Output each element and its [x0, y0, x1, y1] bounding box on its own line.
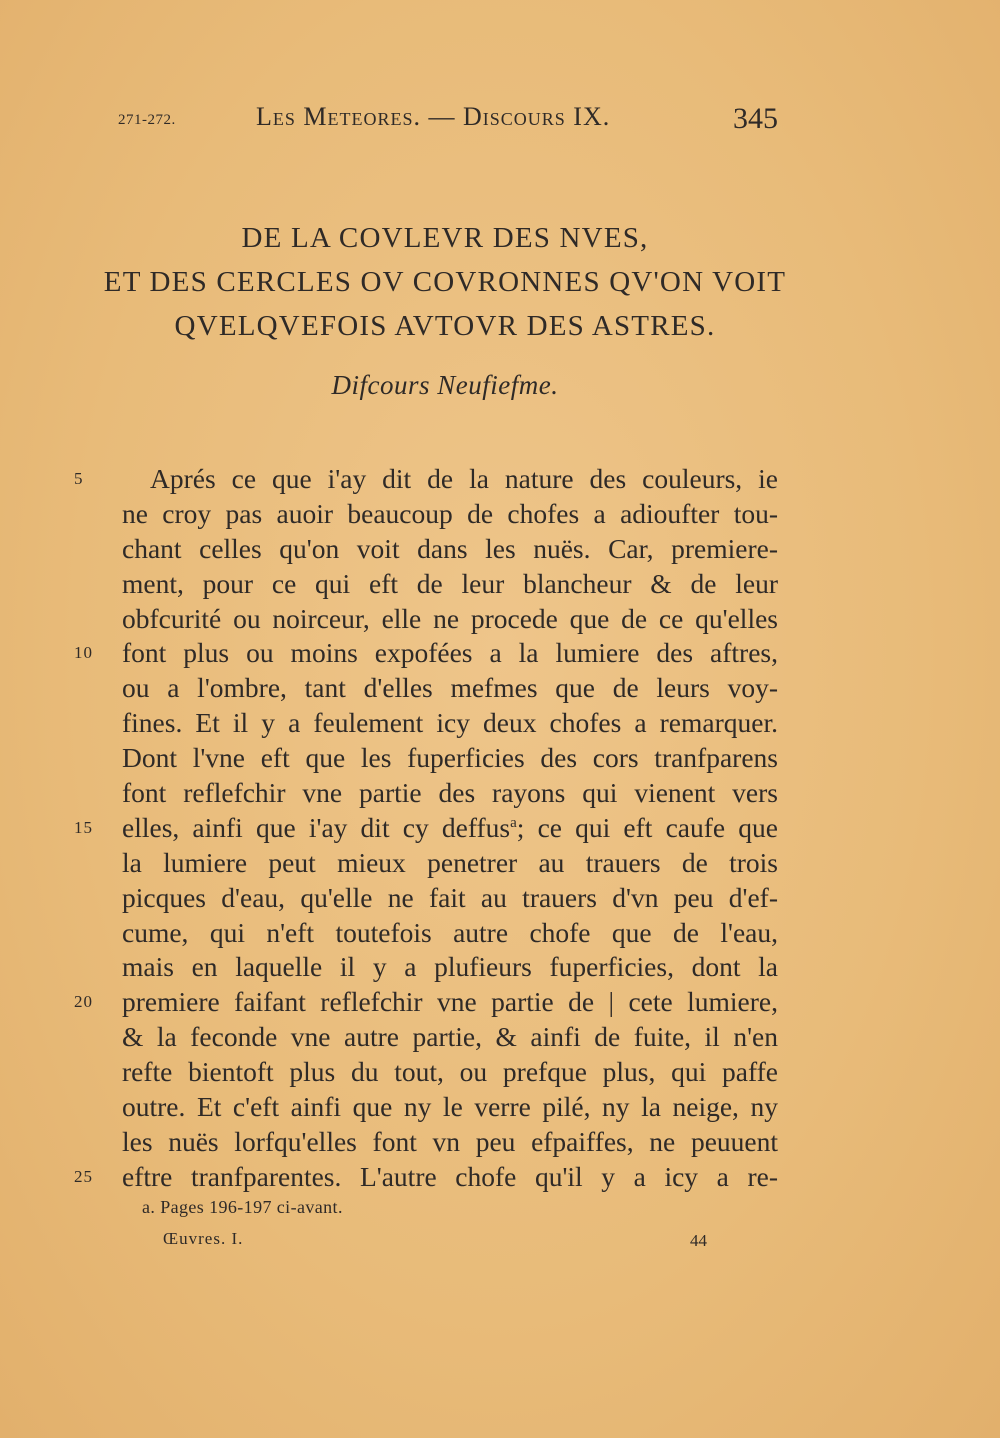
line-text: mais en laquelle il y a plufieurs fuperficies, dont la [122, 951, 778, 983]
line-number: 10 [74, 643, 93, 663]
line-text: premiere faifant reflefchir vne partie de | cete lumiere, [122, 986, 778, 1018]
line-text: ment, pour ce qui eft de leur blancheur & de leur [122, 567, 778, 599]
chapter-title-line: ET DES CERCLES OV COVRONNES QV'ON VOIT [103, 266, 787, 298]
chapter-title-line: QVELQVEFOIS AVTOVR DES ASTRES. [174, 310, 716, 342]
text-line [122, 1125, 778, 1160]
line-text: outre. Et c'eft ainfi que ny le verre pilé, ny la neige, ny [122, 1091, 778, 1123]
line-text: les nuës lorfqu'elles font vn peu efpaiffes, ne peuuent [122, 1125, 778, 1157]
line-text: eftre tranfparentes. L'autre chofe qu'il y a icy a re- [122, 1160, 778, 1192]
line-text: picques d'eau, qu'elle ne fait au trauers d'vn peu d'ef- [122, 881, 778, 913]
text-line [122, 567, 778, 602]
running-title: Les Meteores. — Discours IX. [256, 102, 611, 131]
chapter-title-line: DE LA COVLEVR DES NVES, [241, 222, 649, 254]
folio-range: 271-272. [118, 112, 176, 128]
line-text: Aprés ce que i'ay dit de la nature des couleurs, ie [150, 463, 778, 494]
text-line [122, 602, 778, 637]
text-line [122, 950, 778, 985]
line-text: cume, qui n'eft toutefois autre chofe que de l'eau, [122, 916, 778, 948]
text-line [122, 532, 778, 567]
line-text-continued: ; ce qui eft caufe que [516, 811, 778, 843]
signature-label: Œuvres. I. [163, 1229, 244, 1248]
line-text: chant celles qu'on voit dans les nuës. Car, premiere- [122, 532, 778, 564]
line-text: font reflefchir vne partie des rayons qui vienent vers [122, 777, 778, 809]
text-line [122, 846, 778, 881]
text-line [122, 671, 778, 706]
page-number: 345 [733, 102, 778, 135]
text-line [122, 916, 778, 951]
text-line [122, 776, 778, 811]
line-text: refte bientoft plus du tout, ou prefque plus, qui paffe [122, 1056, 778, 1088]
footnote-reference: a [510, 814, 517, 831]
text-line [122, 1055, 778, 1090]
line-text: la lumiere peut mieux penetrer au trauers de trois [122, 846, 778, 878]
line-text: elles, ainfi que i'ay dit cy deffus [122, 811, 511, 843]
chapter-title [100, 216, 790, 348]
text-line [74, 636, 778, 671]
text-line [74, 811, 778, 846]
line-text: font plus ou moins expofées a la lumiere des aftres, [122, 637, 778, 669]
body-text [74, 462, 778, 1195]
signature-number: 44 [690, 1231, 707, 1250]
text-line [122, 741, 778, 776]
running-head [118, 100, 778, 140]
line-text: ou a l'ombre, tant d'elles mefmes que de leurs voy- [122, 672, 778, 704]
line-number: 5 [74, 469, 84, 488]
text-line [122, 1090, 778, 1125]
text-line [122, 1020, 778, 1055]
line-text: fines. Et il y a feulement icy deux chofes a remarquer. [122, 707, 778, 739]
footnote: a. Pages 196-197 ci-avant. [142, 1197, 343, 1217]
text-line [122, 706, 778, 741]
line-number: 25 [74, 1166, 93, 1186]
line-number: 15 [74, 817, 93, 837]
line-text: obfcurité ou noirceur, elle ne procede que de ce qu'elles [122, 602, 778, 634]
line-text: & la feconde vne autre partie, & ainfi de fuite, il n'en [122, 1021, 778, 1053]
text-line [74, 1160, 778, 1195]
text-line [74, 985, 778, 1020]
chapter-subtitle: Difcours Neufiefme. [331, 370, 559, 400]
text-line [122, 497, 778, 532]
line-number: 20 [74, 992, 93, 1012]
text-line [122, 881, 778, 916]
text-line [74, 462, 778, 497]
line-text: ne croy pas auoir beaucoup de chofes a adioufter tou- [122, 497, 778, 529]
line-text: Dont l'vne eft que les fuperficies des cors tranfparens [122, 742, 778, 774]
